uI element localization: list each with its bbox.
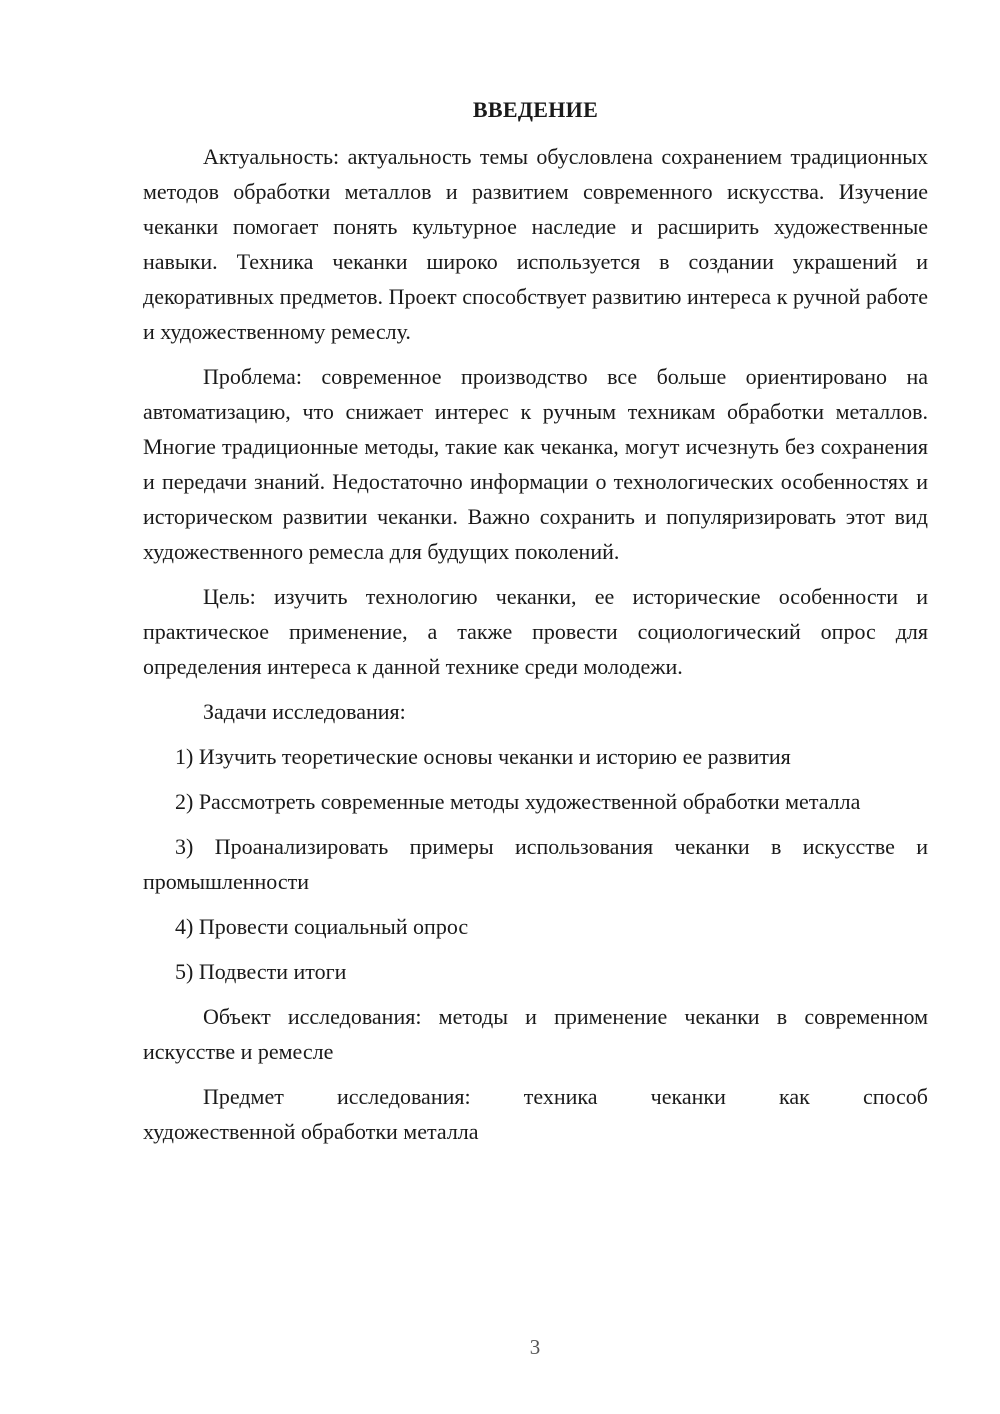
document-body: [143, 95, 928, 1159]
task-item: 5) Подвести итоги: [175, 959, 347, 984]
task-item: 1) Изучить теоретические основы чеканки и историю ее развития: [175, 744, 791, 769]
page-number: 3: [529, 1335, 541, 1359]
task-item: 4) Провести социальный опрос: [175, 914, 469, 939]
tasks-title: Задачи исследования:: [203, 699, 406, 724]
paragraph-relevance: Актуальность: актуальность темы обусловлена сохранением традиционных методов обработки металлов и развитием современного искусства. Изучение чеканки помогает понять культурное наследие и расширить художественные навыки. Техника чеканки широко используется в создании украшений и декоративных предметов. Проект способствует развитию интереса к ручной работе и художественному ремеслу.: [143, 144, 928, 344]
paragraph-subject-line1: Предмет исследования: техника чеканки как способ: [203, 1084, 928, 1109]
paragraph-problem: Проблема: современное производство все больше ориентировано на автоматизацию, что снижает интерес к ручным техникам обработки металлов. Многие традиционные методы, такие как чеканка, могут исчезнуть без сохранения и передачи знаний. Недостаточно информации о технологических особенностях и историческом развитии чеканки. Важно сохранить и популяризировать этот вид художественного ремесла для будущих поколений.: [143, 364, 928, 564]
paragraph-goal: Цель: изучить технологию чеканки, ее исторические особенности и практическое применение, а также провести социологический опрос для определения интереса к данной технике среди молодежи.: [143, 584, 928, 679]
task-item: 2) Рассмотреть современные методы художественной обработки металла: [175, 789, 861, 814]
page-title: ВВЕДЕНИЕ: [472, 97, 599, 122]
paragraph-object: Объект исследования: методы и применение чеканки в современном искусстве и ремесле: [143, 1004, 928, 1064]
task-item: 3) Проанализировать примеры использования чеканки в искусстве и промышленности: [143, 834, 928, 894]
paragraph-subject-line2: художественной обработки металла: [143, 1119, 479, 1144]
